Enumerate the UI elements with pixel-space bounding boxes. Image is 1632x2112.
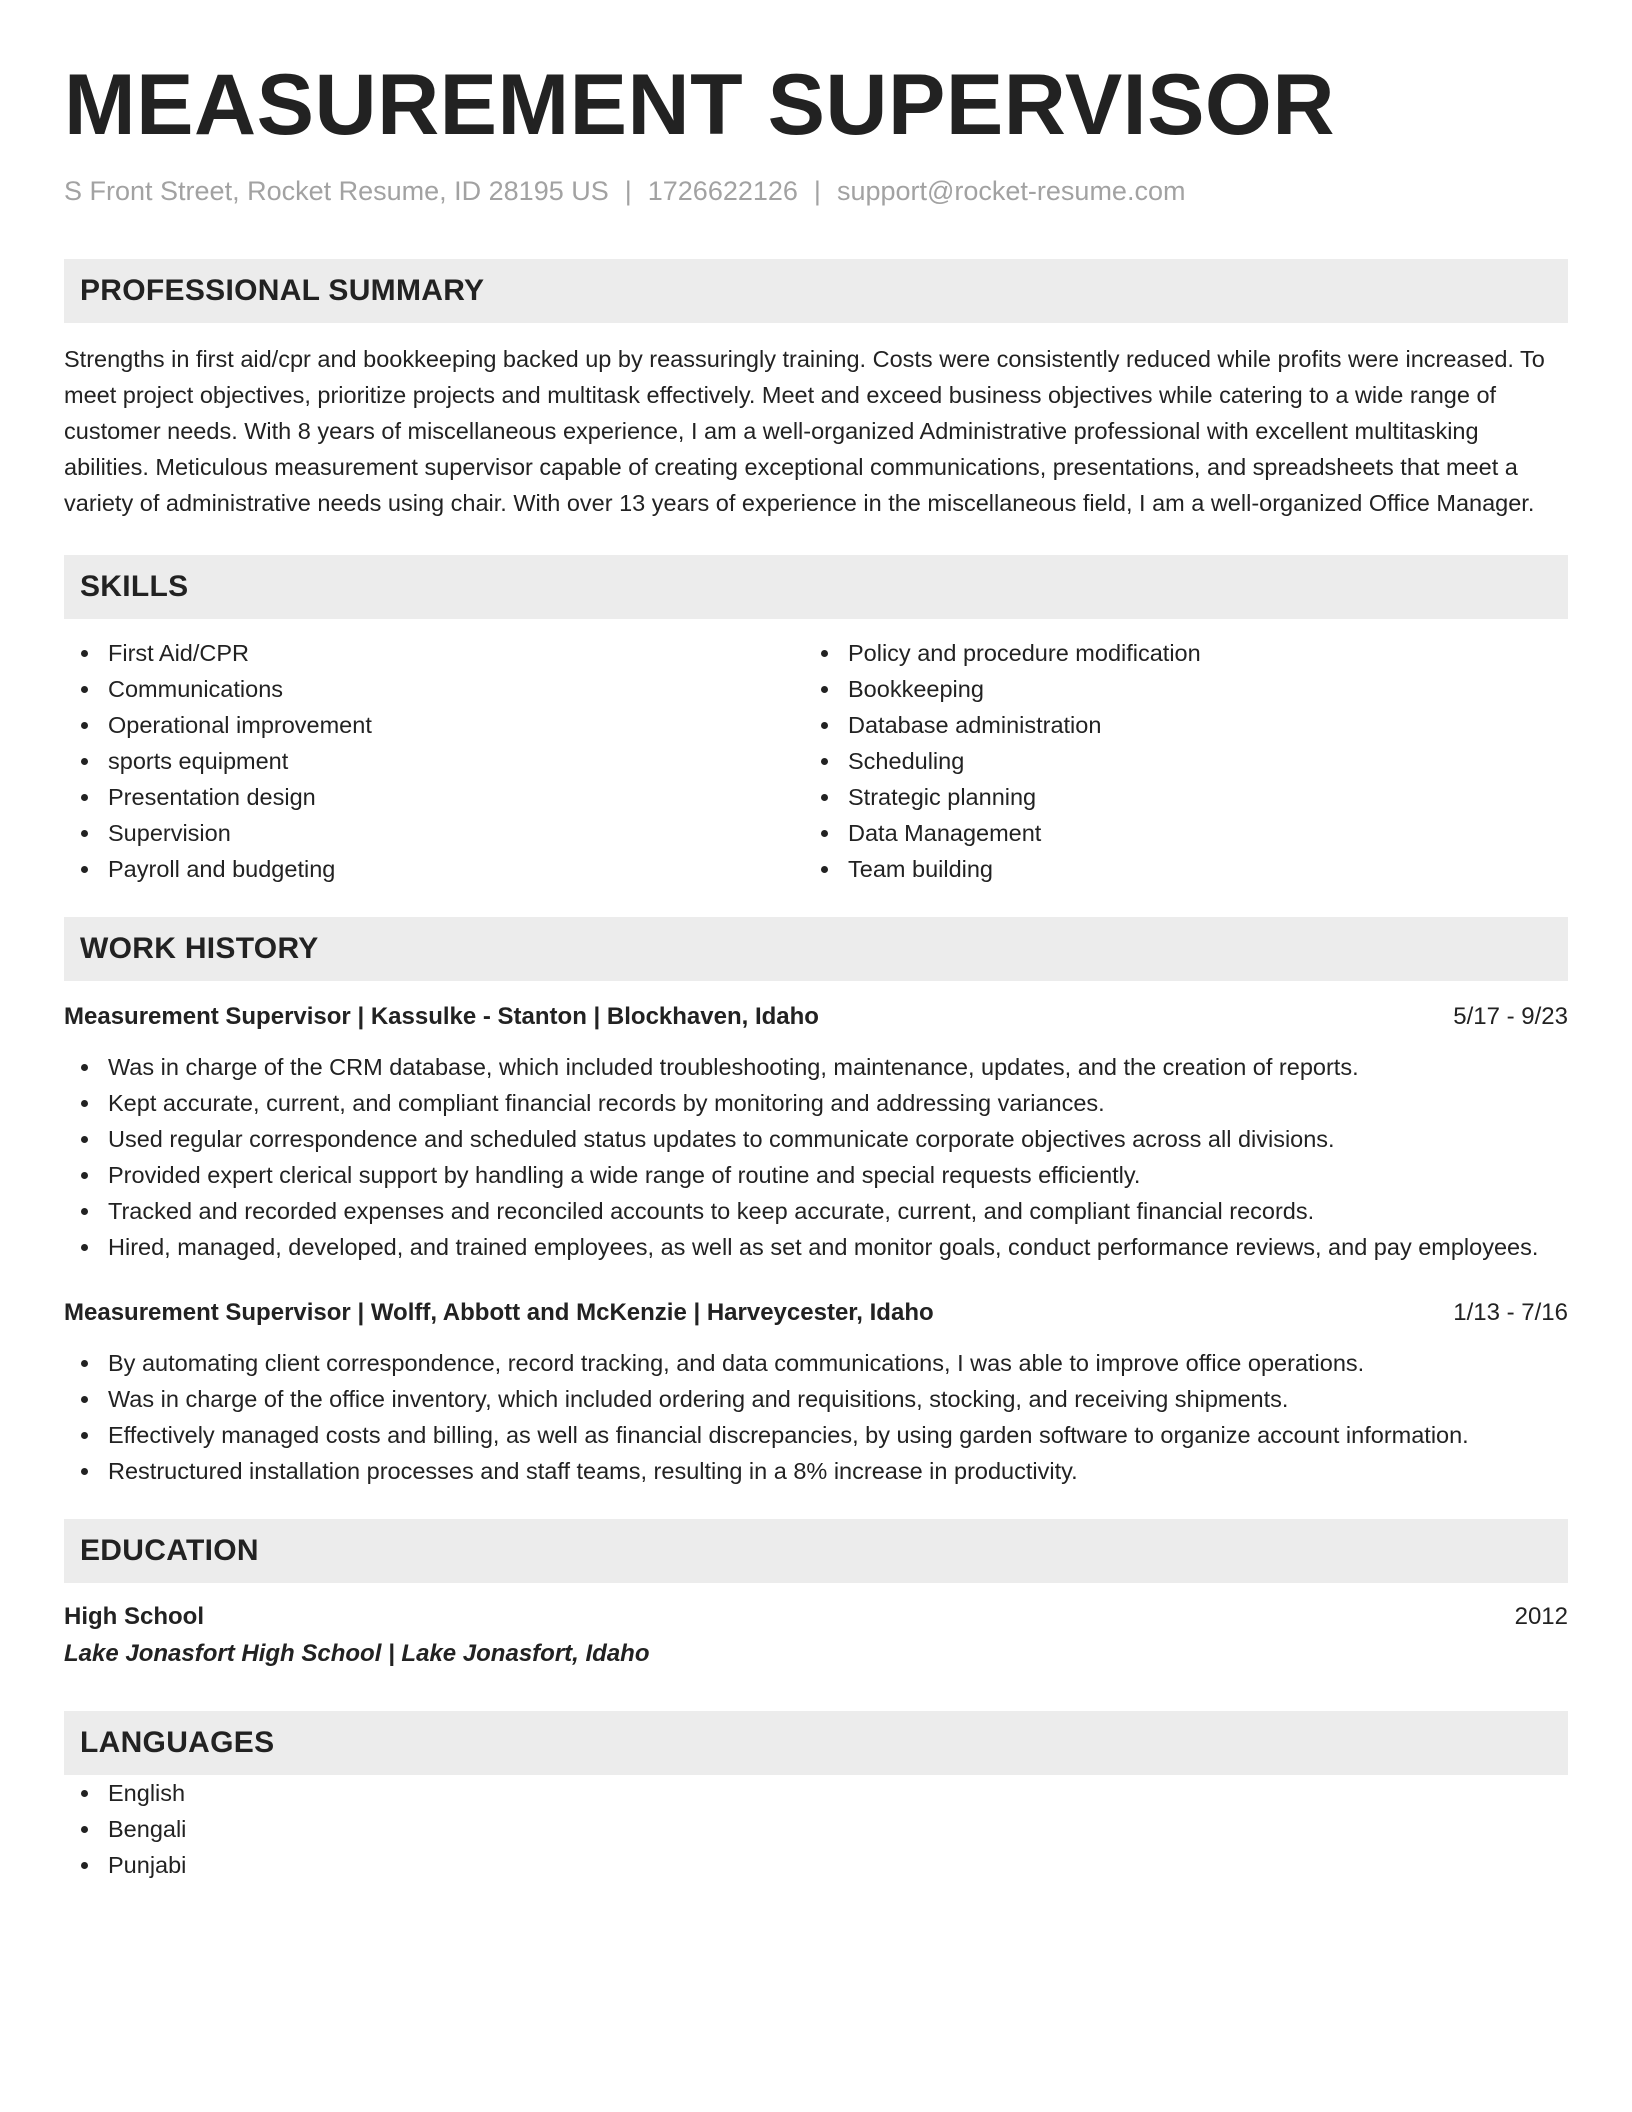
- job-entry: [64, 999, 1568, 1265]
- skills-list-left: [64, 635, 804, 887]
- job-bullets: [64, 1049, 1568, 1265]
- education-heading-line: [64, 1599, 1568, 1635]
- job-bullet: Effectively managed costs and billing, as well as financial discrepancies, by using garden software to organize account information.: [108, 1417, 1568, 1453]
- languages-list: [64, 1775, 1568, 1883]
- skill-item: Team building: [848, 851, 1544, 887]
- skill-item: Policy and procedure modification: [848, 635, 1544, 671]
- skill-item: Communications: [108, 671, 804, 707]
- job-heading: Measurement Supervisor | Kassulke - Stanton | Blockhaven, Idaho: [64, 1003, 819, 1030]
- contact-address: S Front Street, Rocket Resume, ID 28195 US: [64, 176, 609, 206]
- job-bullet: Tracked and recorded expenses and reconciled accounts to keep accurate, current, and compliant financial records.: [108, 1193, 1568, 1229]
- skill-item: Data Management: [848, 815, 1544, 851]
- contact-separator: |: [624, 176, 632, 206]
- skill-item: Operational improvement: [108, 707, 804, 743]
- job-dates: 5/17 - 9/23: [1453, 1003, 1568, 1030]
- skills-column-right: [804, 635, 1544, 887]
- summary-section-header: PROFESSIONAL SUMMARY: [64, 259, 1568, 323]
- job-bullet: Was in charge of the office inventory, which included ordering and requisitions, stocking, and receiving shipments.: [108, 1381, 1568, 1417]
- skill-item: Bookkeeping: [848, 671, 1544, 707]
- job-bullet: Hired, managed, developed, and trained employees, as well as set and monitor goals, conduct performance reviews, and pay employees.: [108, 1229, 1568, 1265]
- job-bullet: Used regular correspondence and scheduled status updates to communicate corporate objectives across all divisions.: [108, 1121, 1568, 1157]
- job-bullet: Provided expert clerical support by handling a wide range of routine and special requests efficiently.: [108, 1157, 1568, 1193]
- contact-email: support@rocket-resume.com: [836, 176, 1186, 206]
- education-school: Lake Jonasfort High School | Lake Jonasfort, Idaho: [64, 1640, 650, 1667]
- skill-item: Scheduling: [848, 743, 1544, 779]
- language-item: Bengali: [108, 1811, 1568, 1847]
- education-degree: High School: [64, 1603, 204, 1630]
- education-year: 2012: [1514, 1603, 1568, 1630]
- job-heading-line: [64, 999, 1568, 1035]
- contact-phone: 1726622126: [647, 176, 798, 206]
- languages-section-header: LANGUAGES: [64, 1711, 1568, 1775]
- contact-line: [64, 176, 1568, 207]
- resume-name: MEASUREMENT SUPERVISOR: [64, 57, 1335, 153]
- job-bullet: Kept accurate, current, and compliant financial records by monitoring and addressing variances.: [108, 1085, 1568, 1121]
- job-bullet: Restructured installation processes and staff teams, resulting in a 8% increase in productivity.: [108, 1453, 1568, 1489]
- skill-item: sports equipment: [108, 743, 804, 779]
- skill-item: Payroll and budgeting: [108, 851, 804, 887]
- language-item: Punjabi: [108, 1847, 1568, 1883]
- job-dates: 1/13 - 7/16: [1453, 1299, 1568, 1326]
- job-heading-line: [64, 1295, 1568, 1331]
- education-section-header: EDUCATION: [64, 1519, 1568, 1583]
- skills-section-header: SKILLS: [64, 555, 1568, 619]
- language-item: English: [108, 1775, 1568, 1811]
- job-bullet: Was in charge of the CRM database, which included troubleshooting, maintenance, updates, and the creation of reports.: [108, 1049, 1568, 1085]
- work-history-section-header: WORK HISTORY: [64, 917, 1568, 981]
- job-bullets: [64, 1345, 1568, 1489]
- skills-grid: [64, 635, 1568, 887]
- job-heading: Measurement Supervisor | Wolff, Abbott and McKenzie | Harveycester, Idaho: [64, 1299, 934, 1326]
- skill-item: Database administration: [848, 707, 1544, 743]
- skill-item: Presentation design: [108, 779, 804, 815]
- skills-list-right: [804, 635, 1544, 887]
- skill-item: Strategic planning: [848, 779, 1544, 815]
- skill-item: Supervision: [108, 815, 804, 851]
- summary-text: Strengths in first aid/cpr and bookkeeping backed up by reassuringly training. Costs were consistently reduced while profits were increased. To meet project objectives, prioritize projects and multitask effectively. Meet and exceed business objectives while catering to a wide range of customer needs. With 8 years of miscellaneous experience, I am a well-organized Administrative professional with excellent multitasking abilities. Meticulous measurement supervisor capable of creating exceptional communications, presentations, and spreadsheets that meet a variety of administrative needs using chair. With over 13 years of experience in the miscellaneous field, I am a well-organized Office Manager.: [64, 346, 1545, 516]
- skills-column-left: [64, 635, 804, 887]
- job-entry: [64, 1295, 1568, 1489]
- skill-item: First Aid/CPR: [108, 635, 804, 671]
- job-bullet: By automating client correspondence, record tracking, and data communications, I was able to improve office operations.: [108, 1345, 1568, 1381]
- contact-separator: |: [813, 176, 821, 206]
